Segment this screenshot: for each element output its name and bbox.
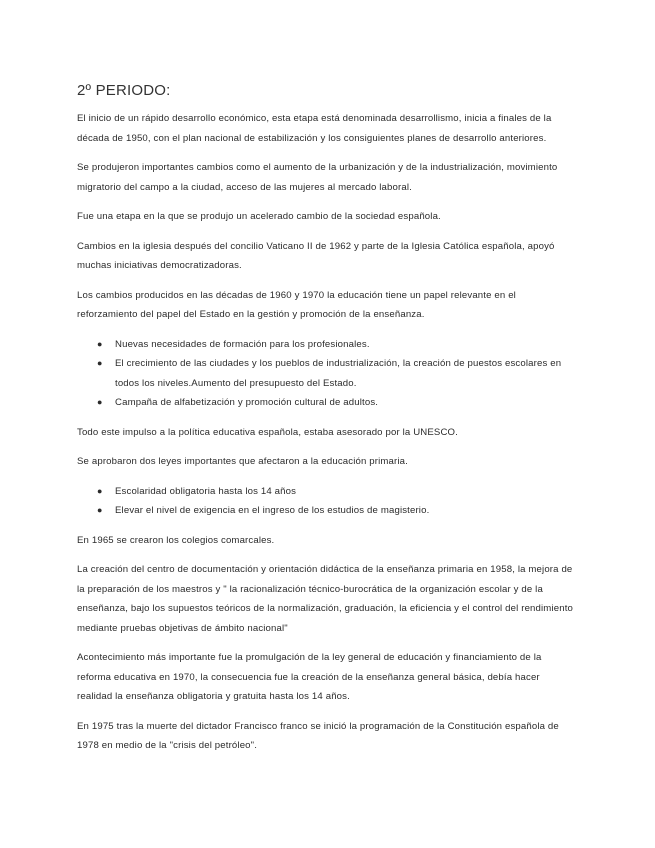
paragraph-iglesia: Cambios en la iglesia después del concilio Vaticano II de 1962 y parte de la Iglesia Católica española, apoyó muchas iniciativas democratizadoras. xyxy=(77,240,555,271)
list-item-text: El crecimiento de las ciudades y los pueblos de industrialización, la creación de puestos escolares en todos los niveles.Aumento del presupuesto del Estado. xyxy=(115,358,562,389)
bullet-icon: ● xyxy=(97,397,103,407)
bullet-icon: ● xyxy=(97,358,103,368)
paragraph-cambios: Se produjeron importantes cambios como el aumento de la urbanización y de la industrialización, movimiento migratorio del campo a la ciudad, acceso de las mujeres al mercado laboral. xyxy=(77,162,558,193)
list-item xyxy=(77,354,577,393)
list-item xyxy=(77,482,577,502)
document-page xyxy=(77,82,577,766)
paragraph-constitucion: En 1975 tras la muerte del dictador Francisco franco se inició la programación de la Constitución española de 1978 en medio de la "crisis del petróleo". xyxy=(77,720,559,751)
list-item xyxy=(77,335,577,355)
bullet-icon: ● xyxy=(97,338,103,349)
list-item xyxy=(77,393,577,413)
list-item-text: Nuevas necesidades de formación para los profesionales. xyxy=(115,338,370,350)
paragraph-ley-general: Acontecimiento más importante fue la promulgación de la ley general de educación y financiamiento de la reforma educativa en 1970, la consecuencia fue la creación de la enseñanza general básica, debía hacer realidad la enseñanza obligatoria y gratuita hasta los 14 años. xyxy=(77,652,542,702)
paragraph-sociedad: Fue una etapa en la que se produjo un acelerado cambio de la sociedad española. xyxy=(77,211,441,222)
list-item-text: Campaña de alfabetización y promoción cultural de adultos. xyxy=(115,397,379,408)
bullet-icon: ● xyxy=(97,485,103,496)
paragraph-colegios: En 1965 se crearon los colegios comarcales. xyxy=(77,534,275,546)
section-heading: 2º PERIODO: xyxy=(77,82,171,99)
list-item-text: Escolaridad obligatoria hasta los 14 años xyxy=(115,485,297,497)
bullet-list-laws xyxy=(77,482,577,521)
paragraph-unesco: Todo este impulso a la política educativa española, estaba asesorado por la UNESCO. xyxy=(77,426,458,438)
paragraph-leyes: Se aprobaron dos leyes importantes que afectaron a la educación primaria. xyxy=(77,456,408,467)
list-item-text: Elevar el nivel de exigencia en el ingreso de los estudios de magisterio. xyxy=(115,505,430,516)
paragraph-decadas: Los cambios producidos en las décadas de 1960 y 1970 la educación tiene un papel relevante en el reforzamiento del papel del Estado en la gestión y promoción de la enseñanza. xyxy=(77,289,516,320)
paragraph-desarrollismo: El inicio de un rápido desarrollo económico, esta etapa está denominada desarrollismo, inicia a finales de la década de 1950, con el plan nacional de estabilización y los consiguientes planes de desarrollo anteriores. xyxy=(77,113,552,144)
bullet-list-needs xyxy=(77,335,577,413)
paragraph-centro-documentacion: La creación del centro de documentación y orientación didáctica de la enseñanza primaria en 1958, la mejora de la preparación de los maestros y " la racionalización técnico-burocrática de la organización escolar y de la enseñanza, bajo los supuestos teóricos de la normalización, graduación, la eficiencia y el control del rendimiento mediante pruebas objetivas de ámbito nacional" xyxy=(77,564,573,634)
bullet-icon: ● xyxy=(97,505,103,515)
list-item xyxy=(77,501,577,521)
